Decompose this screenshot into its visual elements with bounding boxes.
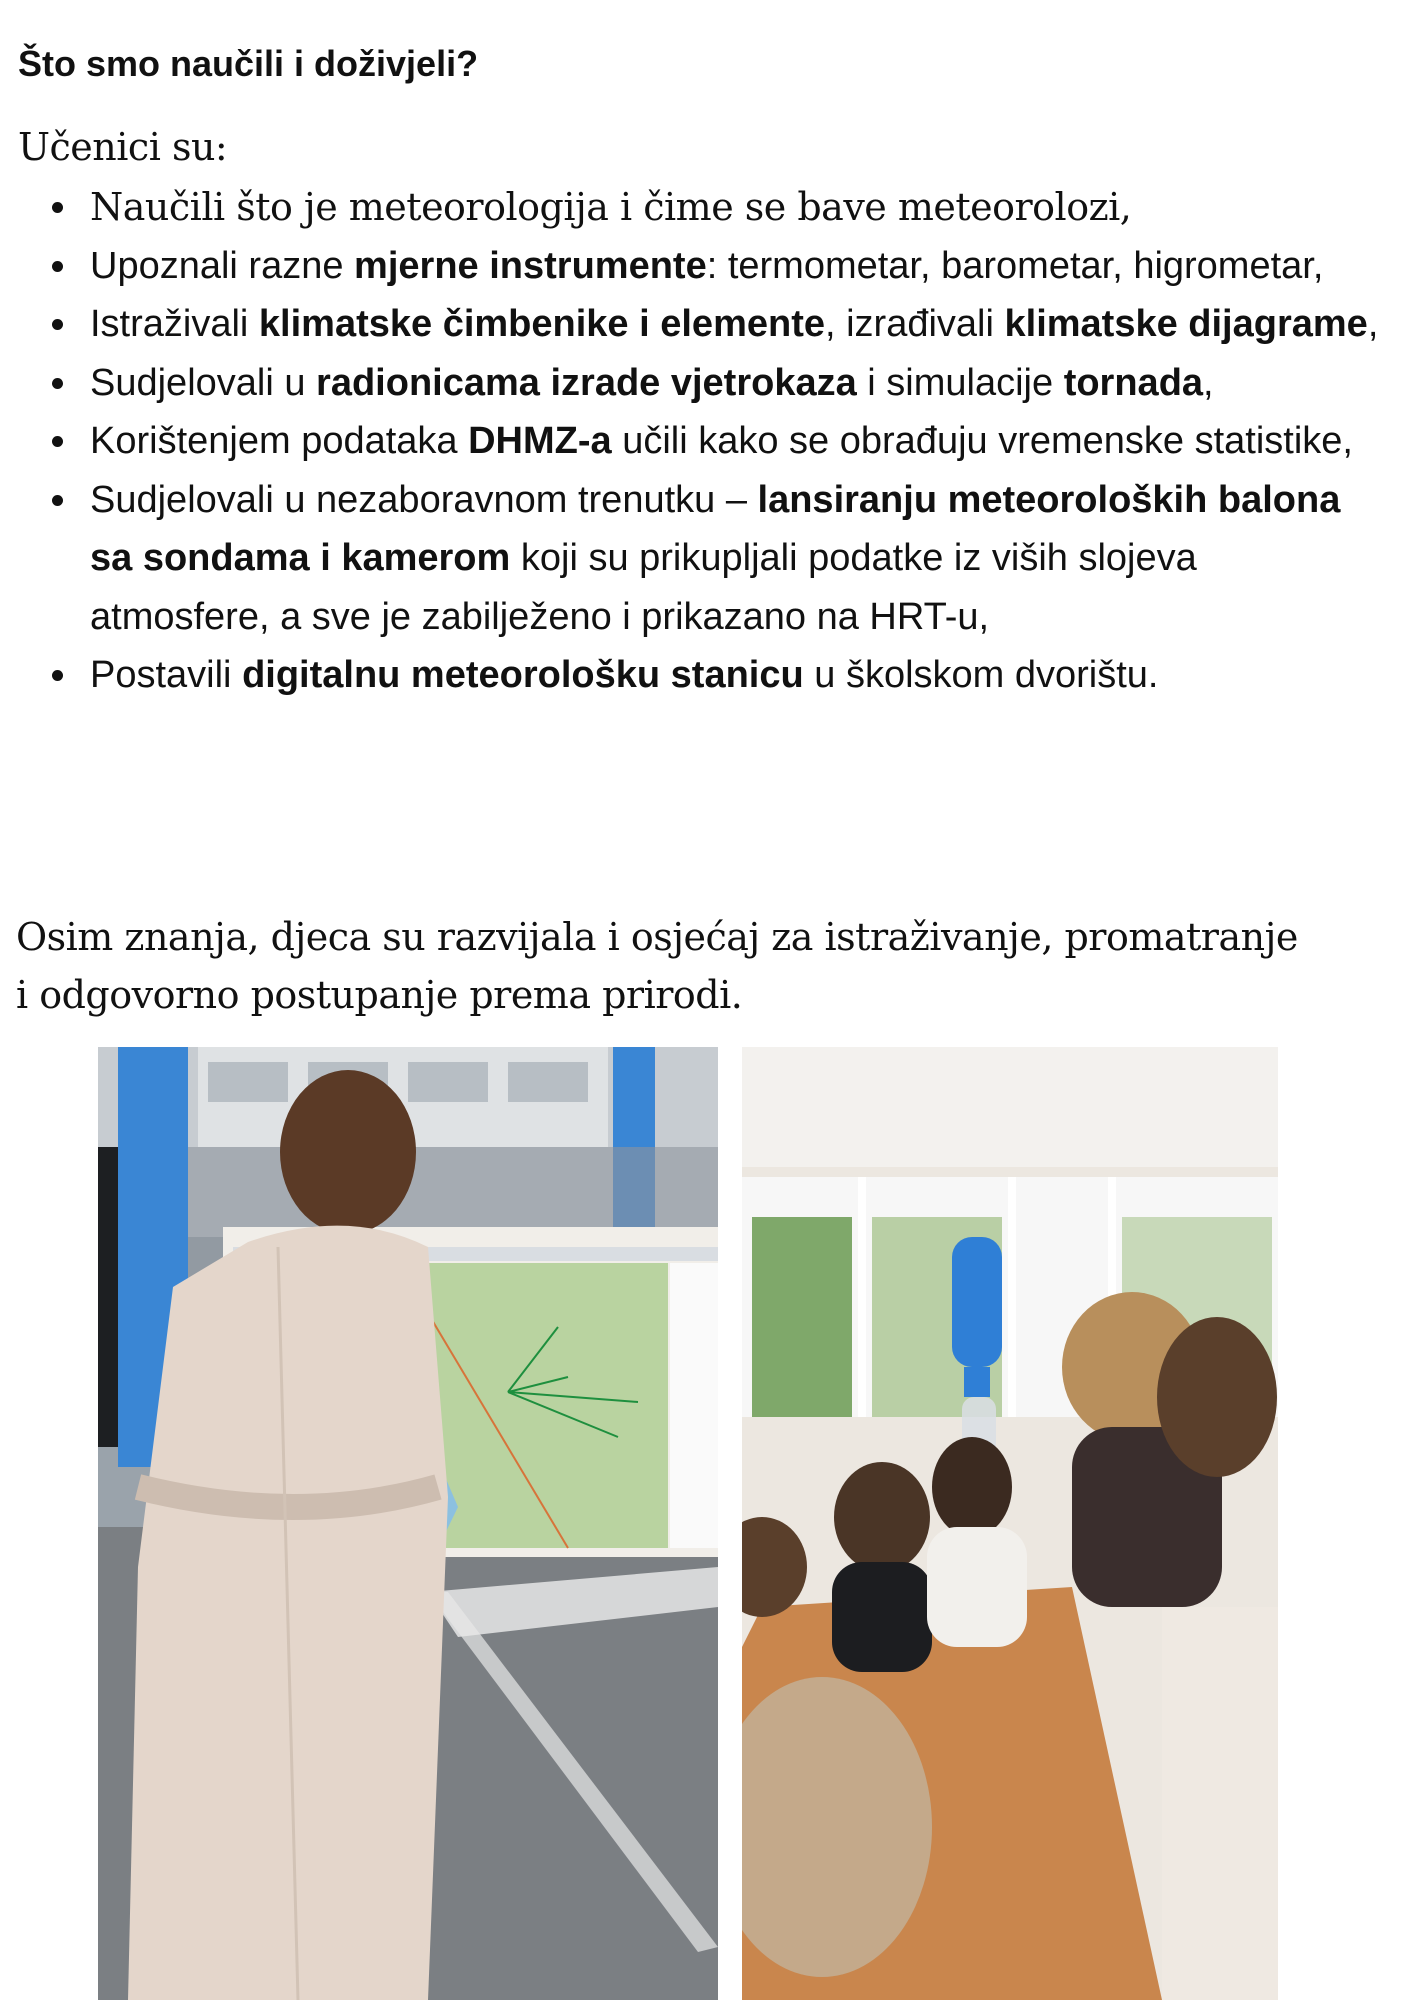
bold-text: klimatske dijagrame [1004, 303, 1368, 345]
text-span: koji su prikupljali podatke iz viših slojeva atmosfere, a sve je zabilježeno i prikazano na HRT-u, [90, 537, 1197, 638]
text-span: Naučili što je meteorologija i čime se bave meteorolozi, [90, 185, 1132, 229]
photo-woman-viewing-map [98, 1047, 718, 2000]
text-span: Postavili [90, 654, 243, 696]
achievements-list [0, 178, 1380, 705]
bullet-icon [52, 261, 63, 272]
text-span: Istraživali [90, 303, 259, 345]
photo-students-tornado-image [742, 1047, 1278, 2000]
bullet-icon [52, 436, 63, 447]
text-span: Sudjelovali u [90, 361, 317, 404]
bold-text: digitalnu meteorološku stanicu [242, 654, 804, 696]
text-span: : termometar, barometar, higrometar, [706, 244, 1324, 287]
photo-students-tornado [742, 1047, 1278, 2000]
bold-text: mjerne instrumente [354, 244, 707, 287]
text-span: , [1367, 303, 1379, 345]
bold-text: klimatske čimbenike i elemente [258, 303, 825, 345]
bullet-icon [52, 378, 63, 389]
photo-woman-viewing-map-image [98, 1047, 718, 2000]
text-span: u školskom dvorištu. [803, 654, 1159, 696]
bullet-icon [52, 319, 63, 330]
bold-text: tornada [1063, 361, 1204, 404]
text-span: , [1203, 361, 1214, 404]
text-span: i simulacije [856, 361, 1064, 404]
bold-text: lansiranju meteoroloških balona sa sondama i kamerom [90, 478, 1341, 579]
bold-text: DHMZ-a [468, 420, 612, 462]
list-item [0, 237, 1380, 296]
text-span: , izrađivali [825, 303, 1005, 345]
text-span: Upoznali razne [90, 244, 355, 287]
bullet-icon [52, 202, 63, 213]
text-span: Korištenjem podataka [90, 420, 469, 462]
closing-paragraph: Osim znanja, djeca su razvijala i osjećaj za istraživanje, promatranje i odgovorno postupanje prema prirodi. [16, 915, 1298, 1017]
list-item [0, 471, 1380, 647]
intro-text: Učenici su: [18, 125, 228, 169]
list-item [0, 354, 1380, 413]
text-span: Sudjelovali u nezaboravnom trenutku – [90, 478, 758, 521]
bold-text: radionicama izrade vjetrokaza [316, 361, 857, 404]
bullet-icon [52, 670, 63, 681]
list-item [0, 178, 1380, 237]
list-item [0, 646, 1380, 705]
bullet-icon [52, 495, 63, 506]
text-span: učili kako se obrađuju vremenske statistike, [611, 420, 1353, 462]
page-heading: Što smo naučili i doživjeli? [18, 43, 479, 84]
list-item [0, 412, 1380, 471]
list-item [0, 295, 1380, 354]
